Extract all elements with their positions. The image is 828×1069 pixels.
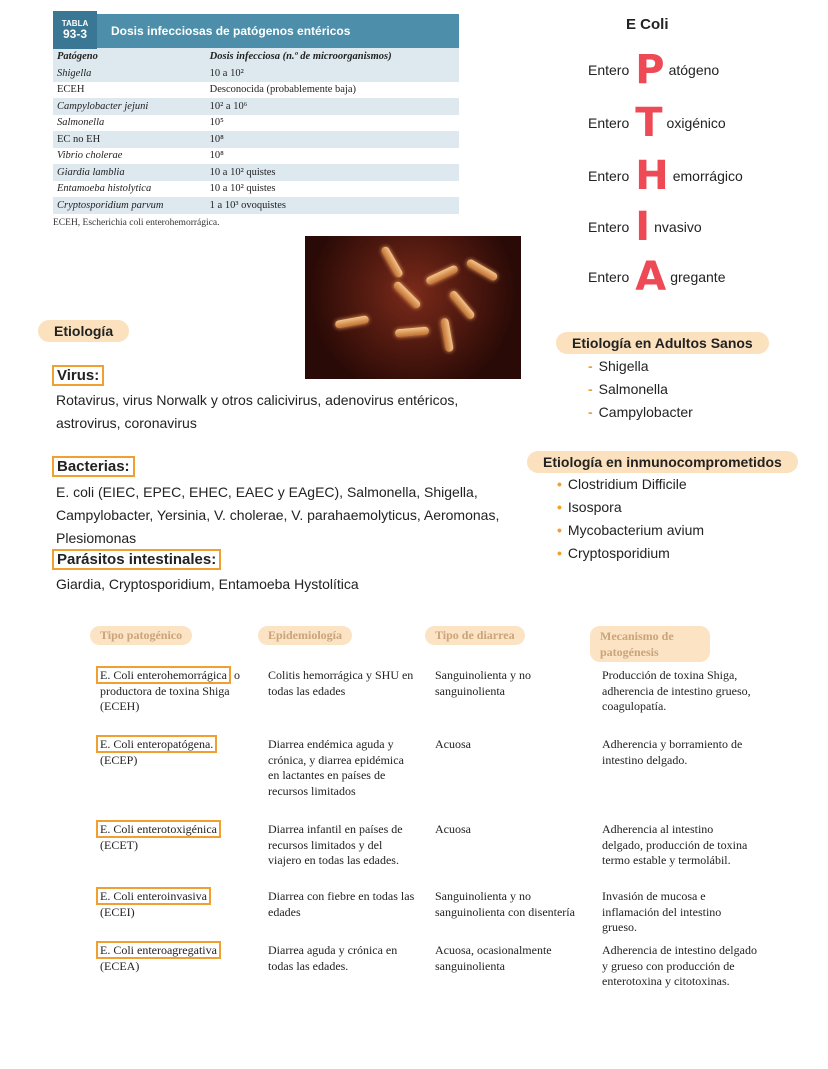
table-title: Dosis infecciosas de patógenos entéricos <box>111 24 351 38</box>
pathotype-cell <box>100 668 250 715</box>
column-header-pathotype: Tipo patogénico <box>90 626 192 645</box>
table-tag-label: TABLA <box>61 19 89 28</box>
mnemonic-rest: emorrágico <box>672 168 743 184</box>
dose-cell: 10⁸ <box>206 131 459 148</box>
mnemonic-rest: atógeno <box>668 62 720 78</box>
list-item: • Isospora <box>557 496 704 519</box>
immunocompromised-list <box>557 473 704 565</box>
mnemonic-row <box>588 204 702 250</box>
column-header: Patógeno <box>53 48 206 65</box>
table-tag-number: 93-3 <box>62 27 88 41</box>
pathogen-cell: ECEH <box>57 84 85 96</box>
mnemonic-rest: gregante <box>670 269 726 285</box>
pathogen-cell: Cryptosporidium parvum <box>53 197 206 214</box>
healthy-adults-list <box>588 355 693 424</box>
dose-cell: Desconocida (probablemente baja) <box>209 84 357 96</box>
column-header-diarrhea: Tipo de diarrea <box>425 626 525 645</box>
diarrhea-cell: Sanguinolienta y no sanguinolienta <box>435 668 531 698</box>
mnemonic-row <box>588 100 726 146</box>
table-row <box>53 98 459 115</box>
mnemonic-row <box>588 153 743 199</box>
dose-cell: 1 a 10³ ovoquistes <box>206 197 459 214</box>
table-row <box>53 65 459 82</box>
ecoli-title: E Coli <box>626 16 669 33</box>
epidemiology-cell: Diarrea infantil en países de recursos limitados y del viajero en todas las edades. <box>268 822 403 867</box>
mechanism-cell: Producción de toxina Shiga, adherencia de intestino grueso, coagulopatía. <box>602 668 751 713</box>
table-footnote: ECEH, Escherichia coli enterohemorrágica. <box>53 217 220 228</box>
dose-cell: 10⁵ <box>209 117 224 129</box>
mnemonic-letter: I <box>635 204 651 250</box>
dose-table <box>53 48 459 214</box>
mechanism-cell: Invasión de mucosa e inflamación del intestino grueso. <box>602 889 722 934</box>
mnemonic-row <box>588 47 720 93</box>
table-row <box>53 115 459 132</box>
list-item: • Cryptosporidium <box>557 542 704 565</box>
epidemiology-cell: Colitis hemorrágica y SHU en todas las edades <box>268 668 414 698</box>
pathotype-abbrev: (ECEA) <box>100 958 140 973</box>
diarrhea-cell: Sanguinolienta y no sanguinolienta con disentería <box>435 889 575 919</box>
pathotype-name: E. Coli enteroinvasiva <box>96 887 211 905</box>
list-item: - Salmonella <box>588 378 693 401</box>
pathotype-name: E. Coli enterotoxigénica <box>96 820 221 838</box>
mnemonic-rest: oxigénico <box>666 115 726 131</box>
mnemonic-prefix: Entero <box>588 115 630 131</box>
list-item: • Clostridium Difficile <box>557 473 704 496</box>
healthy-adults-heading: Etiología en Adultos Sanos <box>556 332 769 354</box>
dose-cell: 10² a 10⁶ <box>206 98 459 115</box>
bacteria-label: Bacterias: <box>52 456 135 477</box>
dose-cell: 10⁸ <box>209 150 224 162</box>
dose-cell: 10 a 10² <box>206 65 459 82</box>
mechanism-cell: Adherencia de intestino delgado y grueso con producción de enterotoxina y citotoxinas. <box>602 943 757 988</box>
epidemiology-cell: Diarrea con fiebre en todas las edades <box>268 889 415 919</box>
mnemonic-rest: nvasivo <box>654 219 702 235</box>
pathotype-name: E. Coli enteropatógena. <box>96 735 217 753</box>
dose-cell: 10 a 10² quistes <box>209 183 276 195</box>
pathogen-cell: Giardia lamblia <box>53 164 206 181</box>
pathogen-cell: Entamoeba histolytica <box>57 183 152 195</box>
virus-text: Rotavirus, virus Norwalk y otros calicivirus, adenovirus entéricos, astrovirus, coronavirus <box>56 392 459 431</box>
infectious-dose-table <box>53 14 459 228</box>
mnemonic-letter: P <box>635 47 665 93</box>
mechanism-cell: Adherencia y borramiento de intestino delgado. <box>602 737 743 767</box>
pathotype-abbrev: (ECEP) <box>100 752 138 767</box>
parasites-label: Parásitos intestinales: <box>52 549 221 570</box>
mnemonic-prefix: Entero <box>588 219 630 235</box>
mnemonic-prefix: Entero <box>588 62 630 78</box>
column-header-mechanism: Mecanismo de patogénesis <box>590 626 710 662</box>
pathogen-cell: Shigella <box>53 65 206 82</box>
column-header-epidemiology: Epidemiología <box>258 626 352 645</box>
pathotype-name: E. Coli enteroagregativa <box>96 941 221 959</box>
bacteria-image <box>305 236 521 379</box>
bacteria-text: E. coli (EIEC, EPEC, EHEC, EAEC y EAgEC), Salmonella, Shigella, Campylobacter, Yersinia, V. cholerae, V. parahaemolyticus, Aeromonas, Plesiomonas <box>56 484 500 546</box>
diarrhea-cell: Acuosa <box>435 822 471 836</box>
table-row <box>53 197 459 214</box>
table-header-bar <box>53 14 459 48</box>
pathotype-cell <box>100 822 250 853</box>
list-item: - Campylobacter <box>588 401 693 424</box>
mnemonic-row <box>588 254 726 300</box>
table-row <box>53 131 459 148</box>
parasites-text: Giardia, Cryptosporidium, Entamoeba Hystolítica <box>56 576 359 592</box>
mnemonic-prefix: Entero <box>588 269 630 285</box>
table-tag <box>53 11 97 49</box>
table-row <box>53 181 459 198</box>
mnemonic-letter: T <box>635 100 663 146</box>
pathogen-cell: Salmonella <box>57 117 105 129</box>
table-row <box>53 148 459 165</box>
pathogen-cell: EC no EH <box>53 131 206 148</box>
pathotype-cell <box>100 943 250 974</box>
mechanism-cell: Adherencia al intestino delgado, producción de toxina termo estable y termolábil. <box>602 822 748 867</box>
etiology-heading: Etiología <box>38 320 129 342</box>
mnemonic-letter: H <box>635 153 669 199</box>
pathotype-cell <box>100 889 250 920</box>
pathogen-cell: Vibrio cholerae <box>57 150 123 162</box>
virus-label: Virus: <box>52 365 104 386</box>
pathotype-abbrev: (ECET) <box>100 837 138 852</box>
table-row <box>53 164 459 181</box>
dose-cell: 10 a 10² quistes <box>206 164 459 181</box>
pathotype-abbrev: o productora de toxina Shiga (ECEH) <box>100 668 240 713</box>
pathogen-cell: Campylobacter jejuni <box>53 98 206 115</box>
diarrhea-cell: Acuosa, ocasionalmente sanguinolienta <box>435 943 552 973</box>
list-item: - Shigella <box>588 355 693 378</box>
pathotype-abbrev: (ECEI) <box>100 904 135 919</box>
mnemonic-prefix: Entero <box>588 168 630 184</box>
pathotype-cell <box>100 737 250 768</box>
list-item: • Mycobacterium avium <box>557 519 704 542</box>
immunocompromised-heading: Etiología en inmunocomprometidos <box>527 451 798 473</box>
mnemonic-letter: A <box>635 254 667 300</box>
diarrhea-cell: Acuosa <box>435 737 471 751</box>
table-row <box>53 82 459 99</box>
column-header: Dosis infecciosa (n.º de microorganismos) <box>206 48 459 65</box>
epidemiology-cell: Diarrea endémica aguda y crónica, y diarrea epidémica en lactantes en países de recursos limitados <box>268 737 404 798</box>
pathotype-name: E. Coli enterohemorrágica <box>96 666 231 684</box>
epidemiology-cell: Diarrea aguda y crónica en todas las edades. <box>268 943 398 973</box>
